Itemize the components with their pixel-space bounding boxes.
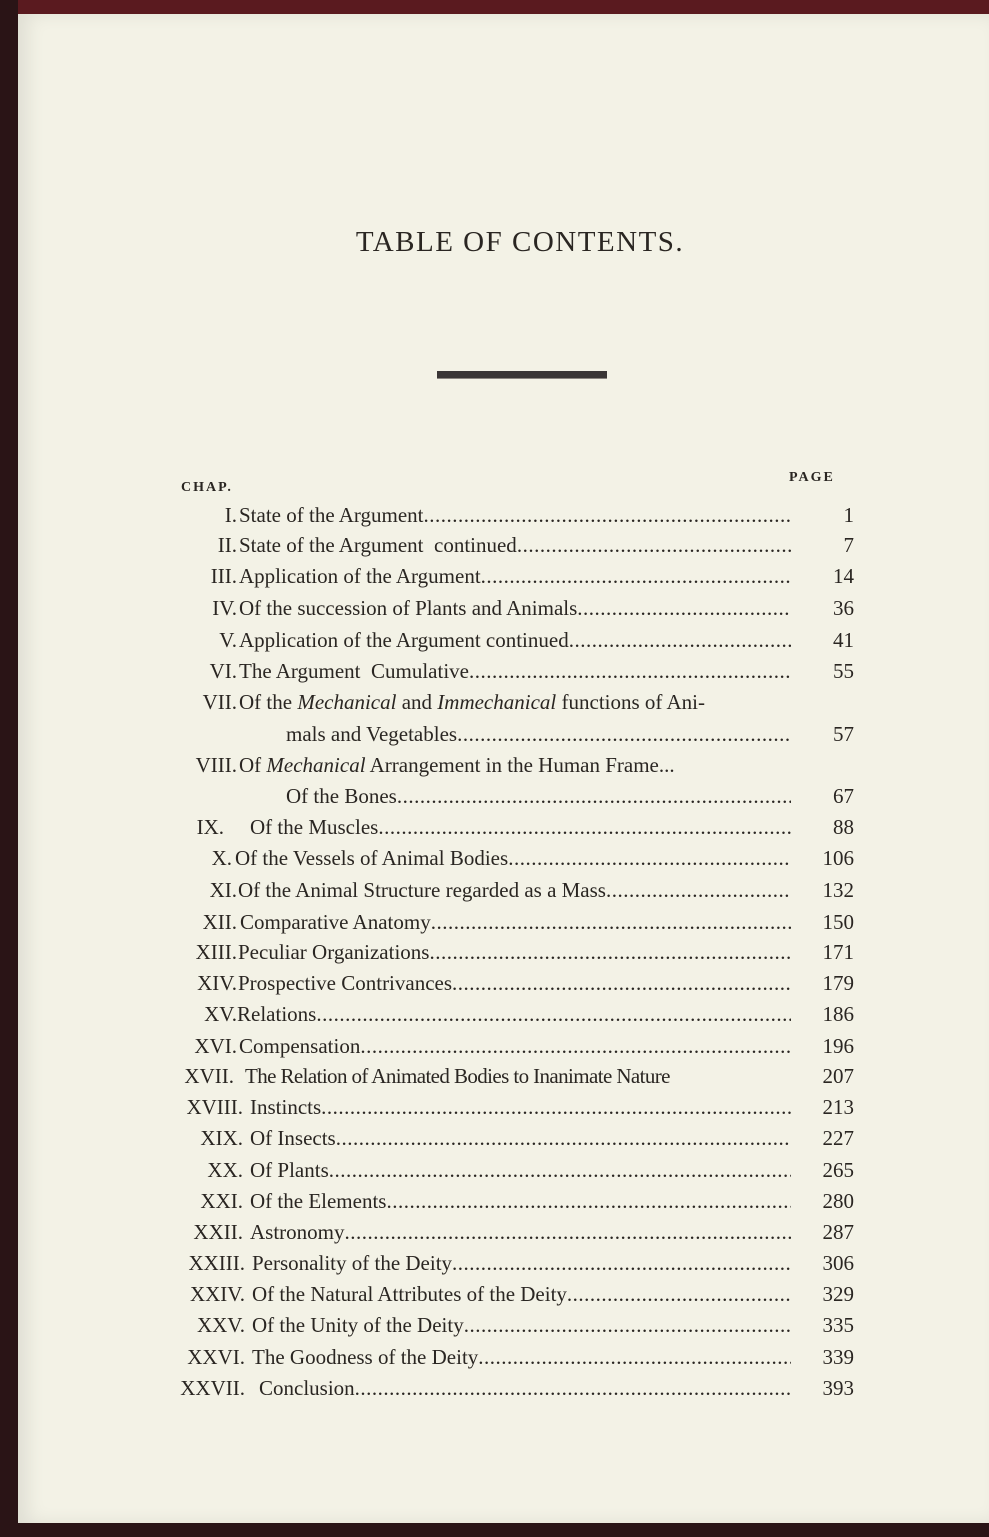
chapter-number: XX.: [207, 1158, 243, 1182]
toc-row: [0, 907, 989, 937]
chapter-title: Of the Unity of the Deity .....: [252, 1310, 791, 1340]
toc-row: [0, 561, 989, 591]
chapter-title-line1: Of the Mechanical and Immechanical functions of Ani-: [239, 690, 705, 714]
chapter-title: Personality of the Deity .....: [252, 1248, 791, 1278]
toc-row: [0, 843, 989, 873]
chap-header: CHAP.: [181, 480, 233, 495]
page-number: 196: [822, 1034, 854, 1058]
page-number: 339: [822, 1345, 854, 1369]
chapter-number: XXI.: [200, 1189, 243, 1213]
chapter-number: XIII.: [195, 940, 237, 964]
page-number: 280: [822, 1189, 854, 1213]
chapter-number: XI.: [209, 878, 237, 902]
toc-row: [0, 500, 989, 530]
chapter-number: XVI.: [194, 1034, 237, 1058]
toc-row: [0, 968, 989, 998]
chapter-title: State of the Argument continued .....: [239, 530, 791, 560]
page-number: 171: [822, 940, 854, 964]
chapter-number: X.: [211, 846, 232, 870]
chapter-title: Of the Animal Structure regarded as a Mass .....: [238, 875, 791, 905]
chapter-number: XVII.: [184, 1064, 234, 1088]
chapter-title: Of the Natural Attributes of the Deity .....: [252, 1279, 791, 1309]
chapter-number: XII.: [202, 910, 237, 934]
toc-row: [0, 1061, 989, 1091]
page-number: 207: [822, 1064, 854, 1088]
bottom-edge: [0, 1523, 989, 1537]
toc-row: [0, 1310, 989, 1340]
chapter-title: Conclusion .....: [259, 1373, 791, 1403]
toc-row: [0, 687, 989, 717]
chapter-title: Compensation .....: [239, 1031, 791, 1061]
page-number: 106: [822, 846, 854, 870]
chapter-title: Instincts .....: [250, 1092, 791, 1122]
chapter-number: XV.: [204, 1002, 237, 1026]
chapter-number: IX.: [196, 815, 224, 839]
page-number: 335: [822, 1313, 854, 1337]
page-number: 186: [822, 1002, 854, 1026]
chapter-title: Of the Vessels of Animal Bodies .....: [235, 843, 791, 873]
toc-row: [0, 750, 989, 780]
toc-row: [0, 656, 989, 686]
chapter-number: XIV.: [197, 971, 237, 995]
chapter-number: XXVI.: [187, 1345, 245, 1369]
chapter-number: XXIV.: [189, 1282, 245, 1306]
chapter-title: Relations .....: [237, 999, 791, 1029]
chapter-title: Of Insects .....: [250, 1123, 791, 1153]
chapter-number: I.: [224, 503, 237, 527]
page-number: 329: [822, 1282, 854, 1306]
toc-row: [0, 812, 989, 842]
toc-row: [0, 1248, 989, 1278]
page-number: 7: [843, 533, 854, 557]
chapter-title: Application of the Argument continued .....: [239, 625, 791, 655]
toc-row: [0, 1279, 989, 1309]
toc-row-continuation: [0, 781, 989, 811]
chapter-number: IV.: [212, 596, 237, 620]
chapter-title: Astronomy .....: [250, 1217, 791, 1247]
chapter-number: VI.: [209, 659, 237, 683]
page-number: 14: [833, 564, 854, 588]
toc-row: [0, 1342, 989, 1372]
chapter-title: Comparative Anatomy .....: [240, 907, 791, 937]
page-number: 88: [833, 815, 854, 839]
chapter-number: VII.: [202, 690, 237, 714]
toc-row: [0, 593, 989, 623]
chapter-title: The Goodness of the Deity .....: [252, 1342, 791, 1372]
page-number: 132: [822, 878, 854, 902]
page-number: 393: [822, 1376, 854, 1400]
page-header: PAGE: [789, 470, 835, 485]
page-number: 41: [833, 628, 854, 652]
toc-row: [0, 1031, 989, 1061]
toc-row: [0, 875, 989, 905]
chapter-number: III.: [210, 564, 237, 588]
page-number: 1: [843, 503, 854, 527]
page-number: 179: [822, 971, 854, 995]
page-number: 287: [822, 1220, 854, 1244]
page-number: 150: [822, 910, 854, 934]
chapter-title: The Argument Cumulative .....: [239, 656, 791, 686]
toc-row: [0, 1373, 989, 1403]
chapter-title: Of the Elements .....: [250, 1186, 791, 1216]
toc-row: [0, 1186, 989, 1216]
page-title: TABLE OF CONTENTS.: [355, 226, 685, 258]
chapter-number: XXV.: [196, 1313, 245, 1337]
page-number: 306: [822, 1251, 854, 1275]
chapter-title: Of Plants .....: [250, 1155, 791, 1185]
chapter-number: XIX.: [200, 1126, 243, 1150]
page-number: 57: [833, 722, 854, 746]
chapter-title: Of the succession of Plants and Animals .....: [239, 593, 791, 623]
chapter-number: XXVII.: [180, 1376, 245, 1400]
chapter-number: XVIII.: [186, 1095, 243, 1119]
page-number: 36: [833, 596, 854, 620]
chapter-number: XXII.: [193, 1220, 243, 1244]
toc-row-continuation: [0, 719, 989, 749]
toc-row: [0, 625, 989, 655]
chapter-number: V.: [219, 628, 237, 652]
page-number: 265: [822, 1158, 854, 1182]
chapter-title-line1: Of Mechanical Arrangement in the Human Frame...: [239, 753, 675, 777]
toc-row: [0, 530, 989, 560]
page-number: 213: [822, 1095, 854, 1119]
chapter-number: VIII.: [195, 753, 237, 777]
toc-row: [0, 1155, 989, 1185]
toc-row: [0, 1123, 989, 1153]
chapter-title: Prospective Contrivances .....: [238, 968, 791, 998]
chapter-number: II.: [217, 533, 237, 557]
chapter-title-line2: Of the Bones .....: [286, 781, 791, 811]
page-number: 55: [833, 659, 854, 683]
title-rule: [437, 371, 607, 379]
chapter-number: XXIII.: [188, 1251, 245, 1275]
toc-row: [0, 1092, 989, 1122]
toc-row: [0, 937, 989, 967]
chapter-title: Application of the Argument .....: [239, 561, 791, 591]
chapter-title-line2: mals and Vegetables .....: [286, 719, 791, 749]
chapter-title: Of the Muscles .....: [250, 812, 791, 842]
top-edge: [0, 0, 989, 14]
page-number: 227: [822, 1126, 854, 1150]
chapter-title: State of the Argument .....: [239, 500, 791, 530]
chapter-title: Peculiar Organizations .....: [238, 937, 791, 967]
toc-row: [0, 999, 989, 1029]
page-number: 67: [833, 784, 854, 808]
toc-row: [0, 1217, 989, 1247]
chapter-title: The Relation of Animated Bodies to Inanimate Nature: [245, 1064, 670, 1088]
